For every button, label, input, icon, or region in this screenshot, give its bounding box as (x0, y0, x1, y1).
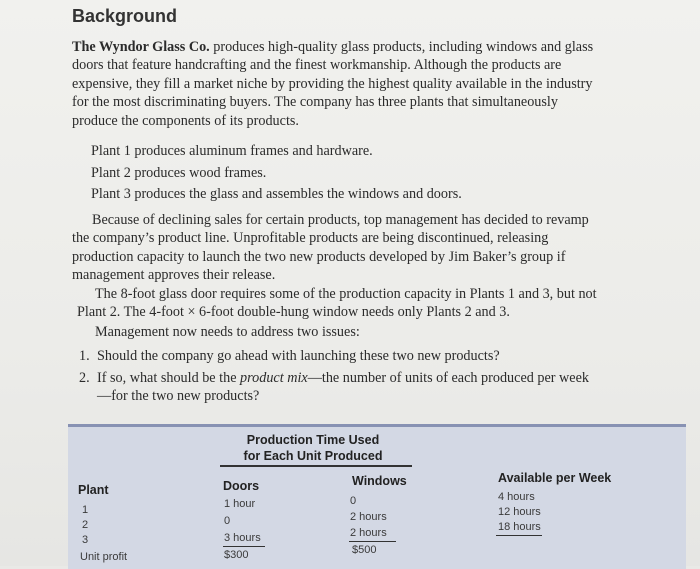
plant-3-description: Plant 3 produces the glass and assembles the windows and doors. (91, 186, 462, 202)
header-rule (220, 465, 412, 467)
available-rule (496, 535, 542, 536)
issue-text-start: If so, what should be the (97, 369, 241, 386)
intro-text: produces high-quality glass products, including windows and glass doors that feature handcrafting and the finest workmanship. Although the products are expensive, they fill a market niche by providing the highest quality available in the industry for the most discriminating buyers. The company has three plants that simultaneously produce the components of its products. (72, 39, 594, 129)
doors-plant-2: 0 (224, 515, 231, 527)
doors-plant-1: 1 hour (224, 498, 256, 510)
issue-text-end: —the number of units of each produced per week—for the two new products? (97, 369, 589, 405)
row-plant-3: 3 (82, 534, 89, 546)
issue-item (79, 347, 599, 366)
windows-plant-1: 0 (350, 495, 357, 507)
table-main-header-line2: for Each Unit Produced (243, 449, 383, 463)
table-main-header (218, 432, 408, 464)
doors-rule (223, 546, 265, 547)
profit-windows: $500 (352, 544, 377, 556)
issue-number: 1. (79, 348, 90, 364)
management-paragraph: Management now needs to address two issues: (95, 324, 360, 340)
declining-sales-paragraph: Because of declining sales for certain products, top management has decided to revamp the company’s product line. Unprofitable products are being discontinued, releasing production capacity to launch the two new products developed by Jim Baker’s group if management approves their release. (72, 212, 589, 284)
col-header-plant: Plant (78, 483, 109, 497)
col-header-doors: Doors (223, 479, 260, 493)
row-plant-2: 2 (82, 519, 89, 531)
windows-rule (349, 541, 396, 542)
profit-label: Unit profit (80, 551, 128, 563)
available-plant-1: 4 hours (498, 491, 535, 503)
issue-emphasis: product mix (240, 369, 308, 386)
issue-item (79, 369, 599, 406)
col-header-available: Available per Week (498, 471, 612, 485)
profit-doors: $300 (224, 549, 249, 561)
intro-paragraph (72, 38, 602, 130)
windows-plant-3: 2 hours (350, 527, 387, 539)
plant-list (91, 141, 462, 206)
available-plant-2: 12 hours (498, 506, 541, 518)
plant-1-description: Plant 1 produces aluminum frames and hardware. (91, 143, 373, 159)
production-table (68, 424, 686, 569)
windows-plant-2: 2 hours (350, 511, 387, 523)
plant-2-description: Plant 2 produces wood frames. (91, 164, 267, 181)
issue-list (79, 347, 599, 409)
section-heading: Background (72, 6, 178, 26)
issue-text: Should the company go ahead with launching these two new products? (97, 348, 500, 364)
available-plant-3: 18 hours (498, 521, 541, 533)
company-name: The Wyndor Glass Co. (72, 39, 210, 55)
capacity-paragraph: The 8-foot glass door requires some of the production capacity in Plants 1 and 3, but not Plant 2. The 4-foot × 6-foot double-hung window needs only Plants 2 and 3. (77, 286, 597, 321)
issue-number: 2. (79, 369, 90, 386)
col-header-windows: Windows (352, 474, 407, 488)
doors-plant-3: 3 hours (224, 532, 261, 544)
table-main-header-line1: Production Time Used (246, 433, 380, 447)
row-plant-1: 1 (82, 504, 89, 516)
